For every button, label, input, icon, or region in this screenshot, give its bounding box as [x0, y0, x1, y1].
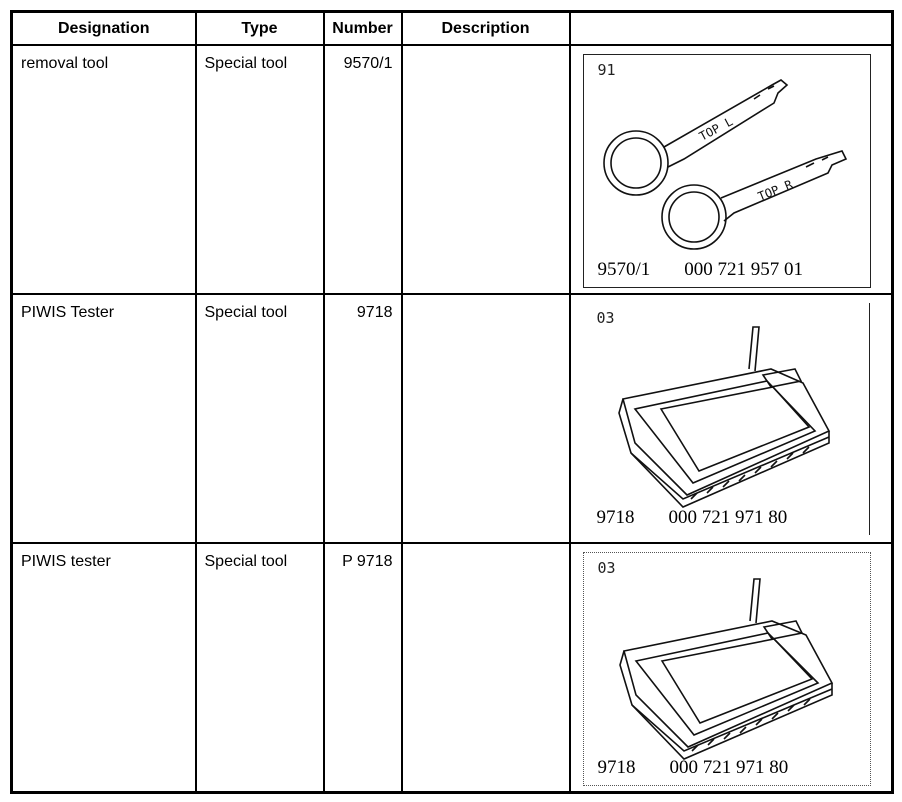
header-type: Type — [196, 12, 324, 46]
cell-type: Special tool — [196, 543, 324, 792]
cell-number: P 9718 — [324, 543, 402, 792]
cell-description — [402, 45, 570, 294]
table-row — [12, 543, 893, 792]
header-image — [570, 12, 893, 46]
cell-number: 9570/1 — [324, 45, 402, 294]
caption-tool-number: 9570/1 — [597, 259, 651, 280]
figure-code: 03 — [596, 309, 615, 327]
caption-part-number: 000 721 971 80 — [668, 507, 788, 528]
cell-designation: PIWIS tester — [12, 543, 196, 792]
special-tools-table — [10, 10, 894, 794]
figure-caption — [597, 507, 788, 529]
cell-image — [570, 45, 893, 294]
table-row — [12, 45, 893, 294]
piwis-tester-figure — [583, 303, 870, 535]
table-header-row — [12, 12, 893, 46]
figure-caption — [598, 259, 804, 281]
caption-tool-number: 9718 — [597, 757, 636, 778]
caption-tool-number: 9718 — [596, 507, 635, 528]
piwis-tester-figure — [583, 552, 871, 786]
removal-tool-figure — [583, 54, 871, 288]
caption-part-number: 000 721 957 01 — [684, 259, 804, 280]
cell-number: 9718 — [324, 294, 402, 543]
piwis-tester-illustration-icon — [583, 303, 869, 535]
caption-part-number: 000 721 971 80 — [669, 757, 789, 778]
header-description: Description — [402, 12, 570, 46]
label-top-l: TOP L — [696, 114, 735, 144]
removal-tool-illustration-icon — [584, 55, 870, 287]
header-number: Number — [324, 12, 402, 46]
cell-type: Special tool — [196, 45, 324, 294]
figure-code: 03 — [597, 559, 616, 577]
label-top-r: TOP R — [755, 177, 795, 204]
cell-description — [402, 543, 570, 792]
figure-code: 91 — [597, 61, 616, 79]
header-designation: Designation — [12, 12, 196, 46]
cell-image — [570, 543, 893, 792]
figure-caption — [598, 757, 789, 779]
cell-image — [570, 294, 893, 543]
cell-designation: removal tool — [12, 45, 196, 294]
table-row — [12, 294, 893, 543]
piwis-tester-illustration-icon — [584, 553, 870, 785]
cell-description — [402, 294, 570, 543]
cell-designation: PIWIS Tester — [12, 294, 196, 543]
cell-type: Special tool — [196, 294, 324, 543]
